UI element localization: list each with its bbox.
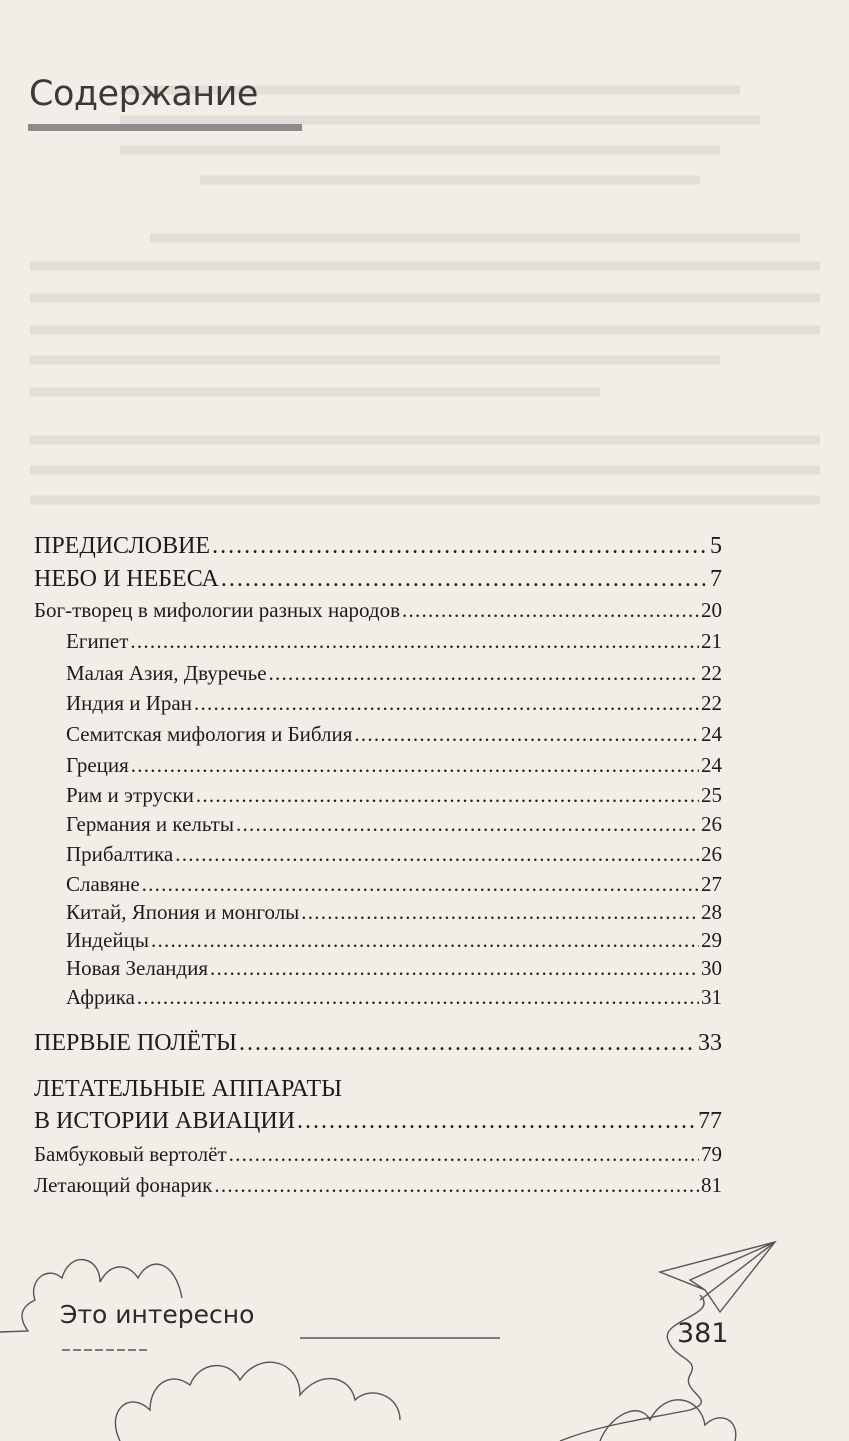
dot-leader	[269, 661, 699, 686]
toc-entry-page: 7	[710, 566, 722, 592]
toc-entry-label: ПРЕДИСЛОВИЕ	[34, 533, 211, 559]
toc-entry-label: Африка	[66, 985, 135, 1009]
toc-entry-page: 26	[701, 812, 722, 836]
toc-entry-page: 22	[701, 661, 722, 685]
dot-leader	[210, 956, 699, 981]
toc-entry	[34, 1030, 722, 1057]
toc-entry-label: Малая Азия, Двуречье	[66, 661, 267, 685]
toc-entry-label: В ИСТОРИИ АВИАЦИИ	[34, 1108, 296, 1134]
toc-entry-label: Индейцы	[66, 928, 149, 952]
dot-leader	[194, 691, 699, 716]
dot-leader	[229, 1142, 699, 1167]
dot-leader	[196, 783, 699, 808]
toc-entry-label: Индия и Иран	[66, 691, 192, 715]
cloud-bottom-icon	[115, 1362, 735, 1441]
dot-leader	[239, 1030, 696, 1057]
dot-leader	[151, 928, 699, 953]
toc-entry	[66, 928, 722, 953]
toc-entry	[66, 985, 722, 1010]
toc-entry-label: Бог-творец в мифологии разных народов	[34, 598, 401, 622]
toc-entry-page: 29	[701, 928, 722, 952]
dot-leader	[137, 985, 699, 1010]
toc-entry-page: 24	[701, 753, 722, 777]
footer-section-label: Это интересно	[60, 1300, 255, 1329]
page-number: 381	[677, 1318, 729, 1349]
toc-entry-page: 21	[701, 629, 722, 653]
toc-entry	[66, 812, 722, 837]
cloud-left-icon	[0, 1260, 182, 1332]
dot-leader	[297, 1108, 696, 1135]
toc-entry	[34, 566, 722, 593]
toc-entry-label: Прибалтика	[66, 842, 174, 866]
dot-leader	[142, 872, 699, 897]
toc-entry	[66, 872, 722, 897]
toc-entry-label: Летающий фонарик	[34, 1173, 213, 1197]
toc-entry-page: 24	[701, 722, 722, 746]
toc-entry-label: НЕБО И НЕБЕСА	[34, 566, 219, 592]
toc-entry	[66, 753, 722, 778]
toc-entry	[66, 661, 722, 686]
toc-entry-page: 27	[701, 872, 722, 896]
toc-entry-page: 30	[701, 956, 722, 980]
toc-entry	[34, 1173, 722, 1198]
dot-leader	[130, 629, 699, 654]
toc-entry	[34, 1142, 722, 1167]
toc-entry-page: 25	[701, 783, 722, 807]
toc-entry-label: ЛЕТАТЕЛЬНЫЕ АППАРАТЫ	[34, 1076, 343, 1102]
dot-leader	[402, 598, 699, 623]
toc-entry	[66, 842, 722, 867]
toc-entry	[66, 691, 722, 716]
toc-entry-page: 26	[701, 842, 722, 866]
toc-entry-label: ПЕРВЫЕ ПОЛЁТЫ	[34, 1030, 237, 1056]
toc-entry-page: 79	[701, 1142, 722, 1166]
toc-entry	[66, 783, 722, 808]
toc-entry-page: 77	[698, 1108, 722, 1134]
toc-entry-label: Семитская мифология и Библия	[66, 722, 353, 746]
toc-entry-label: Греция	[66, 753, 129, 777]
dot-leader	[175, 842, 699, 867]
toc-entry-label: Египет	[66, 629, 129, 653]
toc-entry	[34, 598, 722, 623]
dot-leader	[354, 722, 699, 747]
toc-entry-page: 22	[701, 691, 722, 715]
toc-entry	[66, 956, 722, 981]
toc-entry-page: 31	[701, 985, 722, 1009]
toc-entry-label: Новая Зеландия	[66, 956, 208, 980]
clouds-paper-plane-illustration	[0, 1220, 849, 1441]
toc-entry-label: Китай, Япония и монголы	[66, 900, 300, 924]
dot-leader	[131, 753, 699, 778]
page-title: Содержание	[29, 74, 258, 114]
toc-entry	[34, 533, 722, 560]
toc-entry-page: 20	[701, 598, 722, 622]
toc-entry-label: Рим и этруски	[66, 783, 194, 807]
toc-entry-page: 5	[710, 533, 722, 559]
toc-entry	[66, 629, 722, 654]
toc-entry-page: 33	[698, 1030, 722, 1056]
toc-entry	[34, 1108, 722, 1135]
dot-leader	[236, 812, 699, 837]
string-trail	[560, 1295, 704, 1441]
toc-entry-page: 28	[701, 900, 722, 924]
toc-entry-label: Славяне	[66, 872, 140, 896]
dot-leader	[221, 566, 708, 593]
title-underline	[28, 124, 302, 131]
toc-entry-label: Германия и кельты	[66, 812, 234, 836]
paper-plane-icon	[660, 1242, 775, 1312]
toc-entry	[34, 1076, 342, 1103]
toc-entry-page: 81	[701, 1173, 722, 1197]
dot-leader	[212, 533, 708, 560]
toc-entry-label: Бамбуковый вертолёт	[34, 1142, 227, 1166]
dot-leader	[301, 900, 699, 925]
toc-entry	[66, 900, 722, 925]
dot-leader	[214, 1173, 699, 1198]
toc-entry	[66, 722, 722, 747]
